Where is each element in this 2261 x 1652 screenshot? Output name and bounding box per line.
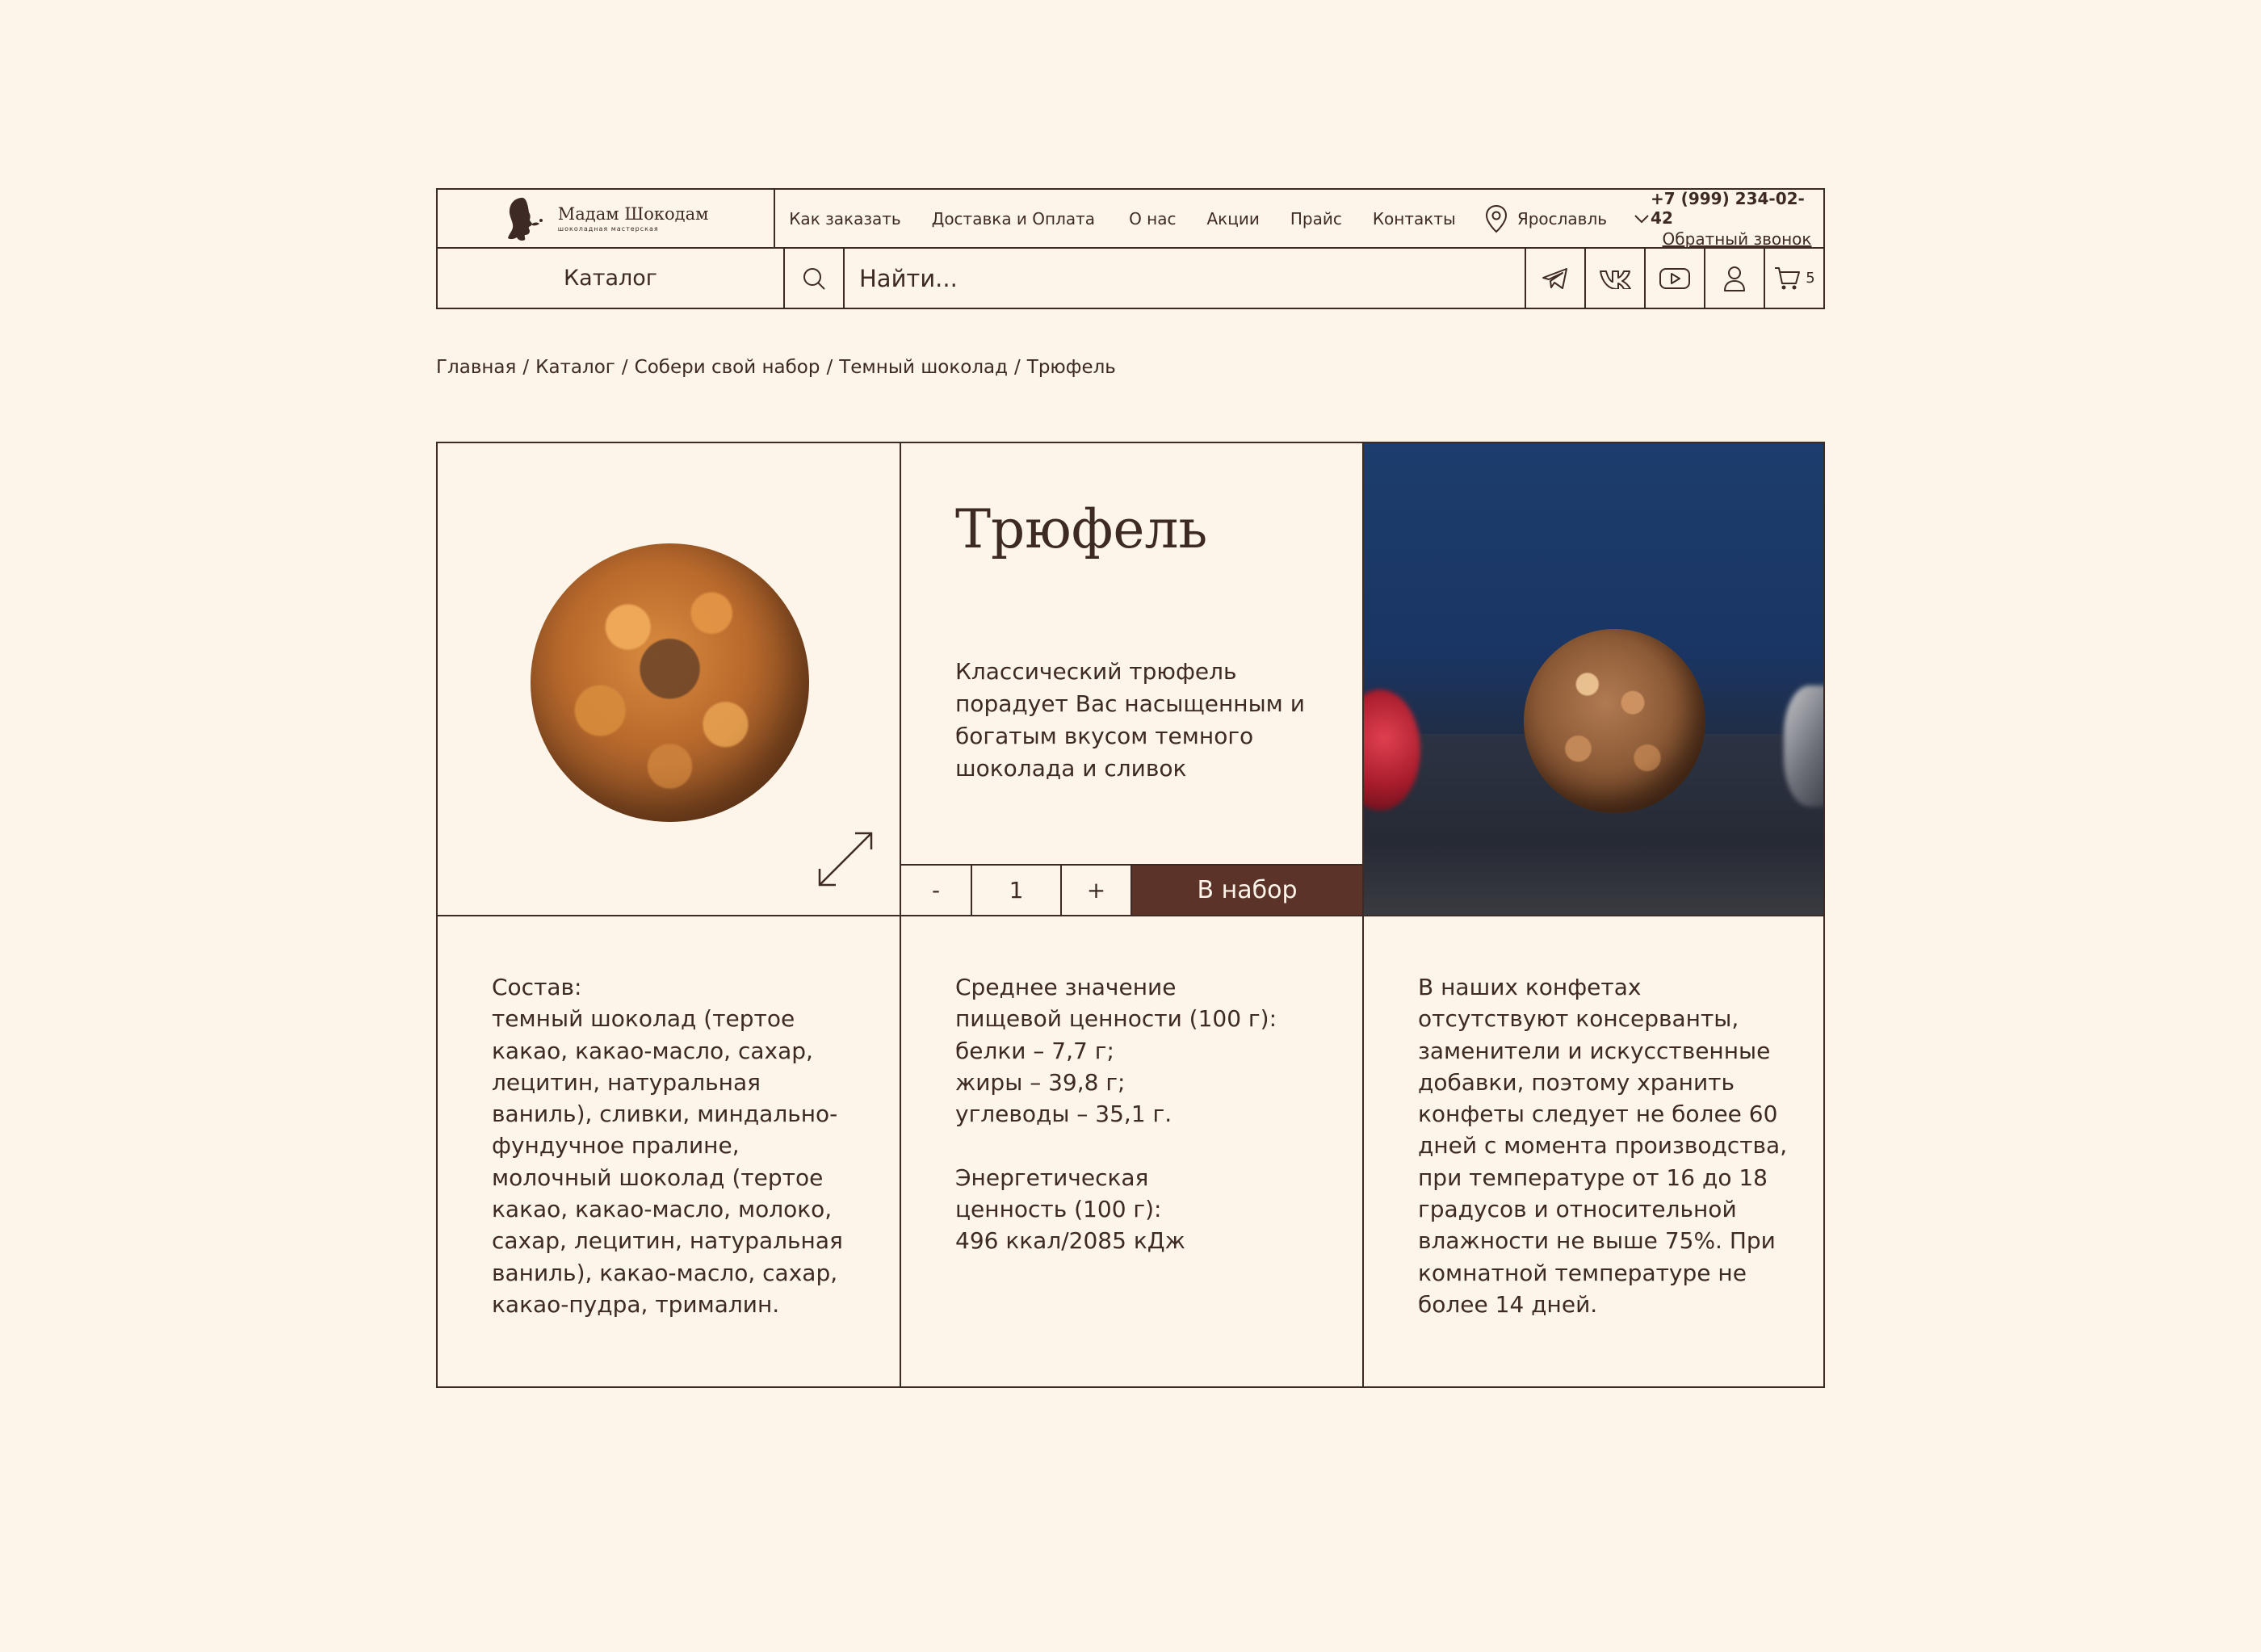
quantity-controls: [901, 864, 1362, 915]
add-to-set-button[interactable]: В набор: [1132, 866, 1362, 915]
product-image[interactable]: [531, 543, 809, 822]
vk-icon: [1599, 268, 1631, 289]
search-button[interactable]: [785, 249, 845, 308]
product-info-cell: [901, 443, 1362, 915]
user-icon: [1722, 265, 1747, 292]
quantity-value[interactable]: 1: [972, 866, 1062, 915]
breadcrumb-dark-chocolate[interactable]: Темный шоколад: [839, 357, 1009, 378]
phone-number[interactable]: +7 (999) 234-02-42: [1651, 188, 1805, 228]
site-header: [436, 188, 1825, 309]
photo-silver-candy: [1784, 686, 1823, 807]
decrease-quantity-button[interactable]: -: [901, 866, 972, 915]
nutrition-text: Среднее значение пищевой ценности (100 г): белки – 7,7 г; жиры – 39,8 г; углеводы – 35,1 г. Энергетическая ценность (100 г): 496 ккал/2085 кДж: [955, 974, 1277, 1255]
breadcrumb: [436, 357, 1116, 378]
storage-text: В наших конфетах отсутствуют консерванты, заменители и искусственные добавки, поэтому хранить конфеты следует не более 60 дней с момента производства, при температуре от 16 до 18 градусов и относительной влажности не выше 75%. При комнатной температуре не более 14 дней.: [1418, 974, 1788, 1318]
telegram-button[interactable]: [1526, 249, 1586, 308]
nav-contacts[interactable]: Контакты: [1372, 208, 1456, 229]
search-input[interactable]: [859, 265, 1525, 292]
photo-truffle: [1524, 629, 1705, 813]
cart-icon: [1773, 266, 1801, 291]
cart-count-badge: 5: [1806, 270, 1815, 287]
breadcrumb-current: Трюфель: [1026, 357, 1116, 378]
header-bottom-row: [438, 249, 1823, 308]
city-selector[interactable]: [1483, 204, 1651, 233]
product-image-cell: [438, 443, 900, 915]
chevron-down-icon: [1633, 213, 1651, 224]
telegram-icon: [1542, 266, 1569, 291]
callback-link[interactable]: Обратный звонок: [1662, 229, 1812, 249]
contact-block: [1651, 190, 1823, 247]
search-icon: [801, 266, 827, 291]
composition-cell: [438, 916, 900, 1386]
nutrition-cell: [901, 916, 1362, 1386]
breadcrumb-home[interactable]: Главная: [436, 357, 517, 378]
increase-quantity-button[interactable]: +: [1062, 866, 1132, 915]
brand-logo[interactable]: [438, 190, 775, 247]
main-nav: [775, 190, 1651, 247]
nav-how-to-order[interactable]: Как заказать: [789, 208, 901, 229]
catalog-button[interactable]: Каталог: [438, 249, 785, 308]
expand-icon[interactable]: [813, 827, 878, 891]
account-button[interactable]: [1705, 249, 1765, 308]
product-description: Классический трюфель порадует Вас насыщенным и богатым вкусом темного шоколада и сливок: [955, 658, 1305, 782]
product-title: Трюфель: [955, 498, 1208, 560]
storage-cell: [1364, 916, 1823, 1386]
breadcrumb-separator: /: [522, 357, 530, 378]
logo-lady-icon: [503, 195, 547, 243]
city-name: Ярославль: [1516, 208, 1608, 229]
location-pin-icon: [1483, 204, 1509, 233]
breadcrumb-build-set[interactable]: Собери свой набор: [634, 357, 820, 378]
nav-price[interactable]: Прайс: [1290, 208, 1342, 229]
header-top-row: [438, 190, 1823, 249]
brand-tagline: шоколадная мастерская: [557, 225, 659, 233]
product-photo: [1364, 443, 1823, 915]
composition-text: Состав: темный шоколад (тертое какао, какао-масло, сахар, лецитин, натуральная ваниль), сливки, миндально- фундучное пралине, молочный шоколад (тертое какао, какао-масло, молоко, сахар, лецитин, натуральная ваниль), какао-масло, сахар, какао-пудра, трималин.: [492, 974, 843, 1318]
cart-button[interactable]: [1765, 249, 1823, 308]
search-field: [845, 249, 1526, 308]
breadcrumb-separator: /: [621, 357, 628, 378]
breadcrumb-separator: /: [826, 357, 833, 378]
youtube-icon: [1659, 266, 1691, 291]
breadcrumb-separator: /: [1014, 357, 1021, 378]
vk-button[interactable]: [1586, 249, 1646, 308]
nav-promotions[interactable]: Акции: [1206, 208, 1260, 229]
youtube-button[interactable]: [1646, 249, 1705, 308]
brand-name: Мадам Шокодам: [557, 204, 709, 224]
nav-about[interactable]: О нас: [1129, 208, 1177, 229]
product-card: [436, 442, 1825, 1388]
breadcrumb-catalog[interactable]: Каталог: [535, 357, 615, 378]
nav-delivery-payment[interactable]: Доставка и Оплата: [931, 208, 1096, 229]
